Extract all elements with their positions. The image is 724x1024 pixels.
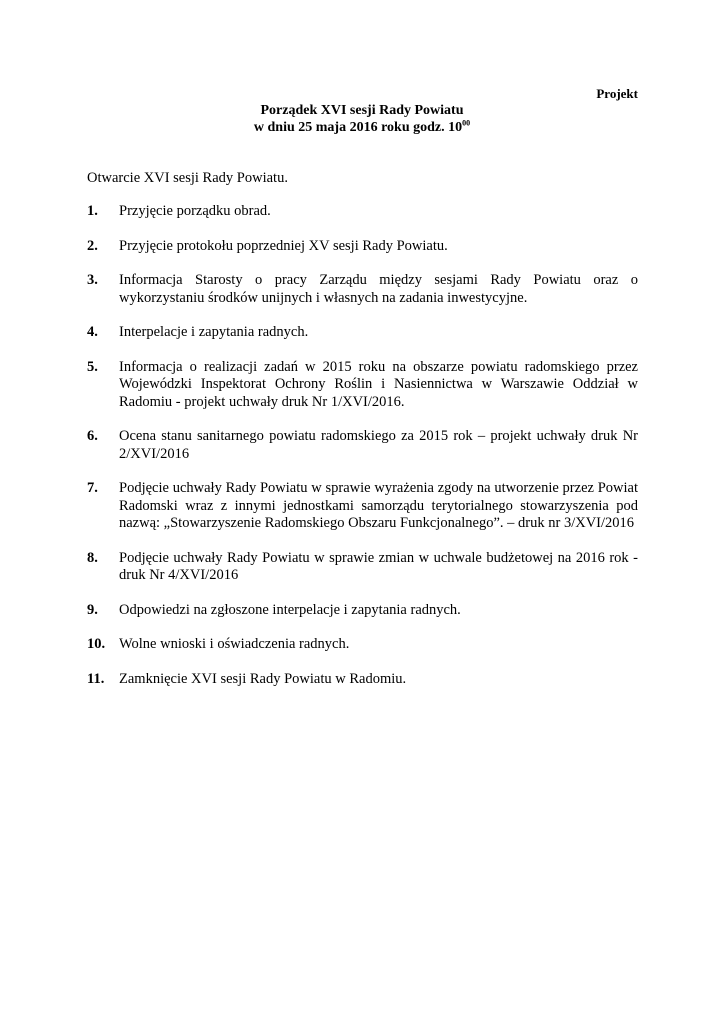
agenda-item-number: 5. <box>87 358 98 375</box>
agenda-item <box>87 238 638 256</box>
agenda-item-text: Informacja o realizacji zadań w 2015 roku na obszarze powiatu radomskiego przez Wojewódzki Inspektorat Ochrony Roślin i Nasiennictwa w Warszawie Oddział w Radomiu - projekt uchwały druk Nr 1/XVI/2016. <box>119 358 638 410</box>
agenda-item-number: 6. <box>87 428 98 444</box>
agenda-item <box>87 480 638 533</box>
agenda-item-number: 1. <box>87 203 98 219</box>
project-label: Projekt <box>596 86 638 101</box>
agenda-item-number: 7. <box>87 480 98 496</box>
agenda-item-text: Zamknięcie XVI sesji Rady Powiatu w Radomiu. <box>119 670 407 687</box>
agenda-item <box>87 636 638 654</box>
agenda-item <box>87 428 638 463</box>
document-title <box>0 102 724 136</box>
agenda-item-number: 10. <box>87 636 106 652</box>
agenda-item-number: 2. <box>87 237 98 254</box>
agenda-item <box>87 272 638 307</box>
agenda-list <box>87 203 638 705</box>
agenda-item <box>87 671 638 689</box>
agenda-item <box>87 324 638 342</box>
agenda-item-text: Podjęcie uchwały Rady Powiatu w sprawie zmian w uchwale budżetowej na 2016 rok - druk Nr 4/XVI/2016 <box>119 549 638 583</box>
agenda-item-number: 8. <box>87 549 98 566</box>
agenda-item-text: Przyjęcie protokołu poprzedniej XV sesji Rady Powiatu. <box>119 237 448 254</box>
agenda-item-text: Informacja Starosty o pracy Zarządu między sesjami Rady Powiatu oraz o wykorzystaniu środków unijnych i własnych na zadania inwestycyjne. <box>119 272 638 306</box>
title-line-2 <box>0 119 724 136</box>
agenda-item-text: Podjęcie uchwały Rady Powiatu w sprawie wyrażenia zgody na utworzenie przez Powiat Radomski wraz z innymi jednostkami samorządu terytorialnego stowarzyszenia pod nazwą: „Stowarzyszenie Radomskiego Obszaru Funkcjonalnego”. – druk nr 3/XVI/2016 <box>119 480 638 531</box>
title-time-superscript: 00 <box>462 118 471 128</box>
agenda-item-text: Przyjęcie porządku obrad. <box>119 203 271 219</box>
agenda-item-text: Odpowiedzi na zgłoszone interpelacje i zapytania radnych. <box>119 601 461 618</box>
agenda-item-number: 4. <box>87 324 98 340</box>
agenda-item-number: 3. <box>87 272 98 288</box>
agenda-item <box>87 602 638 620</box>
agenda-item <box>87 359 638 412</box>
title-line-1: Porządek XVI sesji Rady Powiatu <box>260 103 464 118</box>
agenda-item-number: 9. <box>87 601 98 618</box>
agenda-item-text: Wolne wnioski i oświadczenia radnych. <box>119 636 350 652</box>
agenda-item <box>87 203 638 221</box>
agenda-item-text: Ocena stanu sanitarnego powiatu radomskiego za 2015 rok – projekt uchwały druk Nr 2/XVI/2016 <box>119 428 638 462</box>
agenda-item-text: Interpelacje i zapytania radnych. <box>119 324 309 340</box>
agenda-item-number: 11. <box>87 670 105 687</box>
session-opening: Otwarcie XVI sesji Rady Powiatu. <box>87 170 288 186</box>
agenda-item <box>87 550 638 585</box>
title-date-text: w dniu 25 maja 2016 roku godz. 10 <box>253 120 463 135</box>
